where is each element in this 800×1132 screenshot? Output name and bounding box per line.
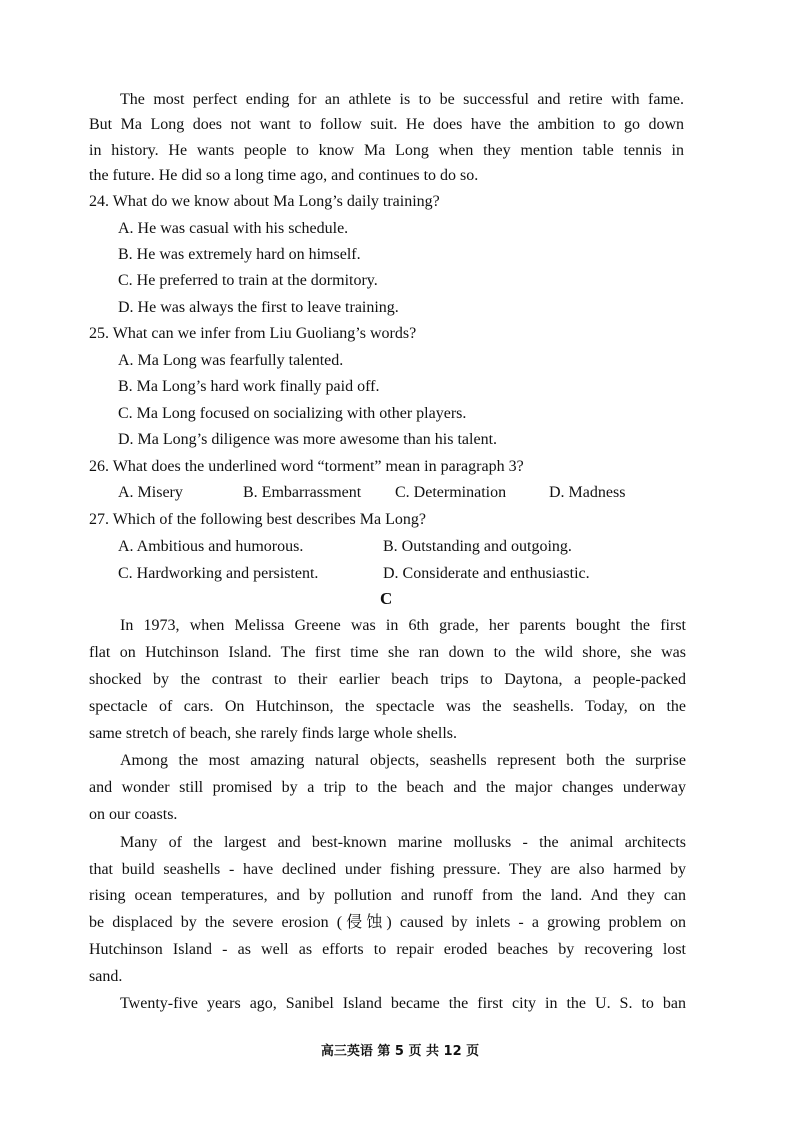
text-line: the future. He did so a long time ago, and continues to do so. xyxy=(89,167,479,184)
option: B. Embarrassment xyxy=(243,484,362,501)
option: A. Misery xyxy=(118,484,183,501)
text-line: spectacle of cars. On Hutchinson, the spectacle was the seashells. Today, on the xyxy=(89,698,686,715)
option: C. Hardworking and persistent. xyxy=(118,565,319,582)
text-line: that build seashells - have declined under fishing pressure. They are also harmed by xyxy=(89,861,686,878)
question-stem: 27. Which of the following best describes Ma Long? xyxy=(89,511,426,528)
text-line: on our coasts. xyxy=(89,806,178,823)
question-stem: 25. What can we infer from Liu Guoliang’s words? xyxy=(89,325,417,342)
text-line: and wonder still promised by a trip to the beach and the major changes underway xyxy=(89,779,686,796)
question-stem: 26. What does the underlined word “torment” mean in paragraph 3? xyxy=(89,458,524,475)
option: C. He preferred to train at the dormitory. xyxy=(118,272,378,289)
text-line: But Ma Long does not want to follow suit. He does have the ambition to go down xyxy=(89,116,684,133)
text-line: rising ocean temperatures, and by pollution and runoff from the land. And they can xyxy=(89,887,686,904)
text-line: be displaced by the severe erosion (侵蚀) caused by inlets - a growing problem on xyxy=(89,914,686,931)
option: C. Ma Long focused on socializing with other players. xyxy=(118,405,467,422)
section-heading: C xyxy=(380,589,393,608)
text-line: same stretch of beach, she rarely finds large whole shells. xyxy=(89,725,458,742)
option: D. He was always the first to leave training. xyxy=(118,299,399,316)
option: A. He was casual with his schedule. xyxy=(118,220,349,237)
text-line: flat on Hutchinson Island. The first time she ran down to the wild shore, she was xyxy=(89,644,686,661)
text-line: sand. xyxy=(89,968,123,985)
text-line: Many of the largest and best-known marine mollusks - the animal architects xyxy=(120,834,686,851)
text-line: In 1973, when Melissa Greene was in 6th grade, her parents bought the first xyxy=(120,617,686,634)
option: B. Outstanding and outgoing. xyxy=(383,538,572,555)
option: B. Ma Long’s hard work finally paid off. xyxy=(118,378,380,395)
text-line: The most perfect ending for an athlete is to be successful and retire with fame. xyxy=(120,91,684,108)
text-line: Twenty-five years ago, Sanibel Island became the first city in the U. S. to ban xyxy=(120,995,686,1012)
option: D. Madness xyxy=(549,484,626,501)
text-line: Among the most amazing natural objects, seashells represent both the surprise xyxy=(120,752,686,769)
option: B. He was extremely hard on himself. xyxy=(118,246,361,263)
option: A. Ambitious and humorous. xyxy=(118,538,304,555)
page-footer: 高三英语 第 5 页 共 12 页 xyxy=(320,1044,480,1059)
option: C. Determination xyxy=(395,484,507,501)
text-line: in history. He wants people to know Ma Long when they mention table tennis in xyxy=(89,142,684,159)
option: D. Ma Long’s diligence was more awesome than his talent. xyxy=(118,431,498,448)
question-stem: 24. What do we know about Ma Long’s daily training? xyxy=(89,193,440,210)
option: D. Considerate and enthusiastic. xyxy=(383,565,590,582)
option: A. Ma Long was fearfully talented. xyxy=(118,352,344,369)
text-line: shocked by the contrast to their earlier beach trips to Daytona, a people-packed xyxy=(89,671,686,688)
text-line: Hutchinson Island - as well as efforts to repair eroded beaches by recovering lost xyxy=(89,941,686,958)
